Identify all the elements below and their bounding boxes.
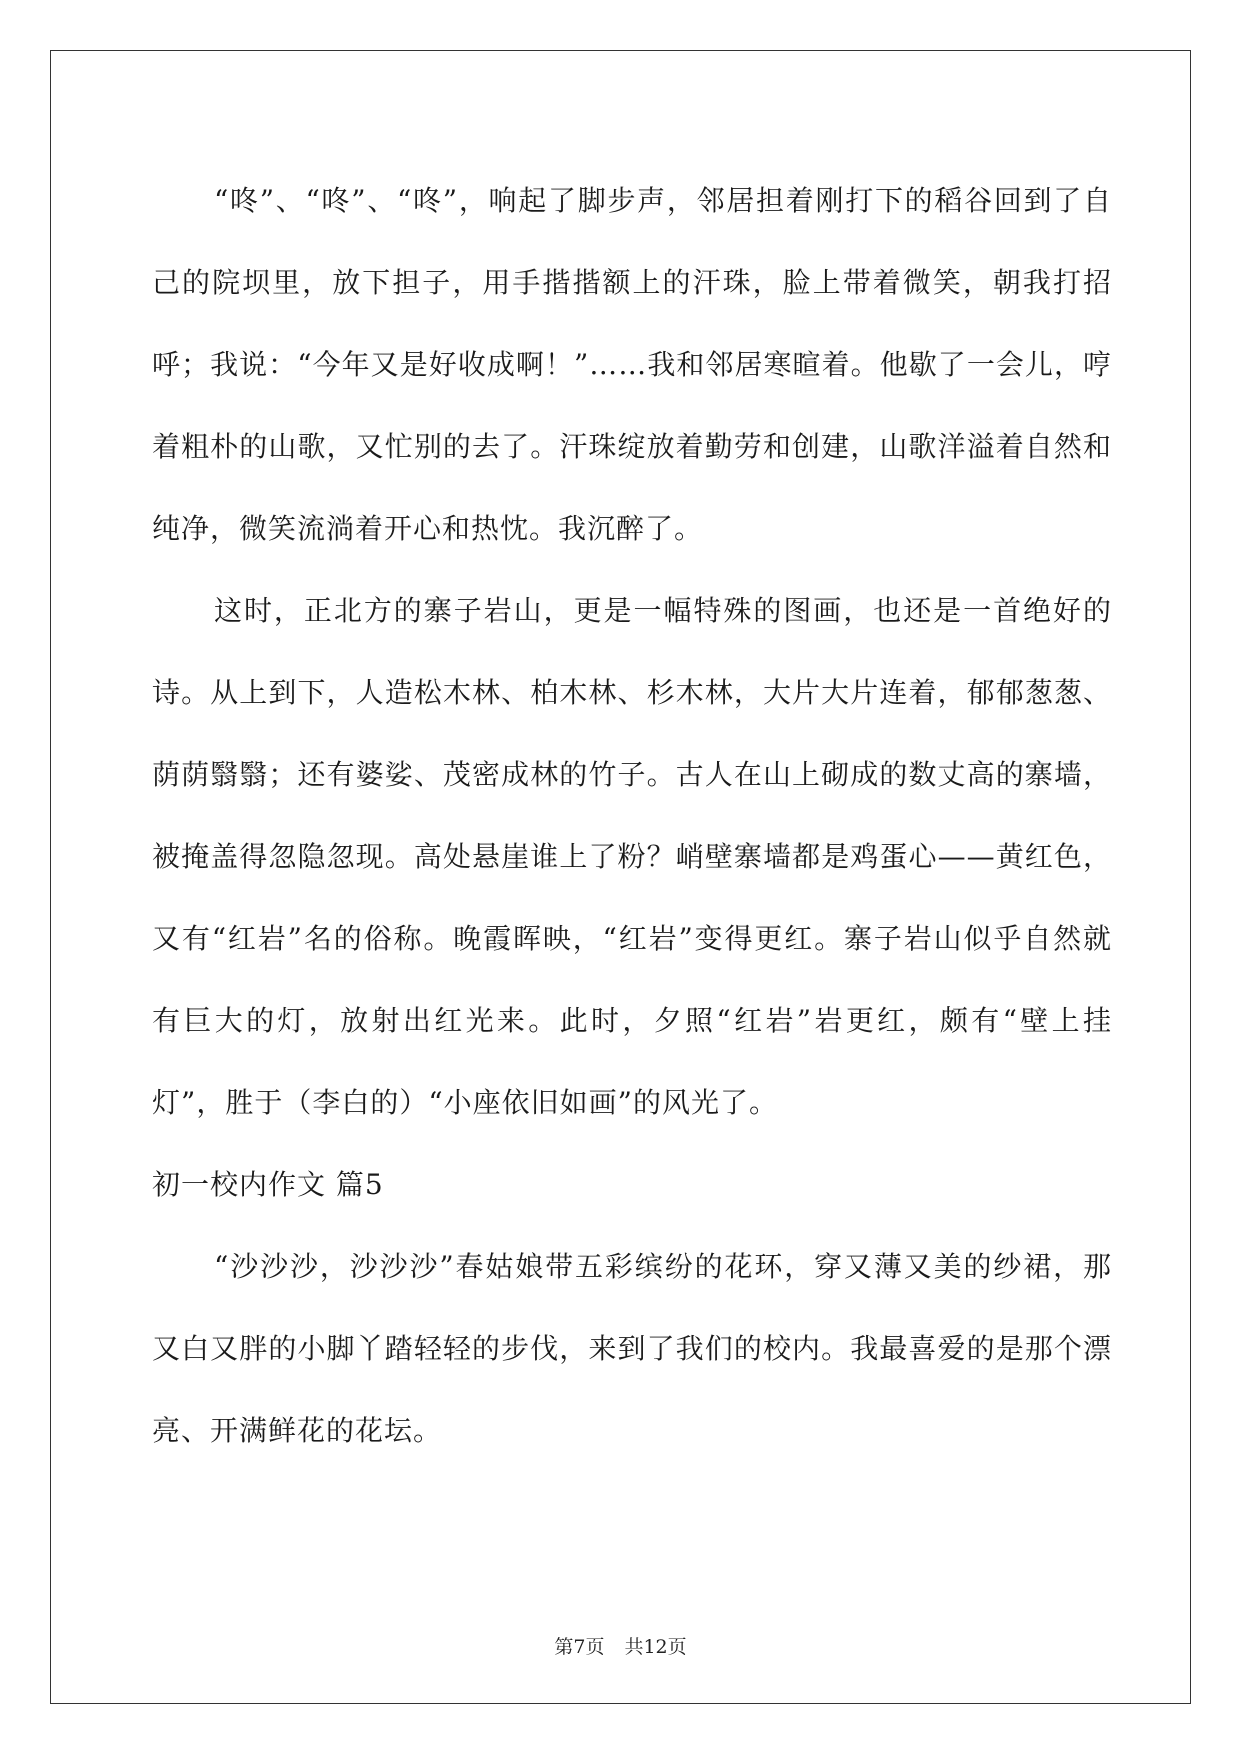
page-number: 第7页 [554, 1636, 605, 1658]
paragraph-3: “沙沙沙，沙沙沙”春姑娘带五彩缤纷的花环，穿又薄又美的纱裙，那又白又胖的小脚丫踏轻轻的步伐，来到了我们的校内。我最喜爱的是那个漂亮、开满鲜花的花坛。 [152, 1250, 1112, 1447]
paragraph-1: “咚”、“咚”、“咚”，响起了脚步声，邻居担着刚打下的稻谷回到了自己的院坝里，放下担子，用手揩揩额上的汗珠，脸上带着微笑，朝我打招呼；我说：“今年又是好收成啊！”……我和邻居寒暄着。他歇了一会儿，哼着粗朴的山歌，又忙别的去了。汗珠绽放着勤劳和创建，山歌洋溢着自然和纯净，微笑流淌着开心和热忱。我沉醉了。 [152, 184, 1112, 545]
page-footer [0, 1632, 1241, 1659]
paragraph-2: 这时，正北方的寨子岩山，更是一幅特殊的图画，也还是一首绝好的诗。从上到下，人造松木林、柏木林、杉木林，大片大片连着，郁郁葱葱、荫荫翳翳；还有婆娑、茂密成林的竹子。古人在山上砌成的数丈高的寨墙，被掩盖得忽隐忽现。高处悬崖谁上了粉？峭壁寨墙都是鸡蛋心——黄红色，又有“红岩”名的俗称。晚霞晖映，“红岩”变得更红。寨子岩山似乎自然就有巨大的灯，放射出红光来。此时，夕照“红岩”岩更红，颇有“壁上挂灯”，胜于（李白的）“小座依旧如画”的风光了。 [152, 594, 1112, 1119]
section-title: 初一校内作文 篇5 [152, 1168, 384, 1201]
page-total: 共12页 [624, 1636, 687, 1658]
document-body [152, 160, 1112, 1472]
